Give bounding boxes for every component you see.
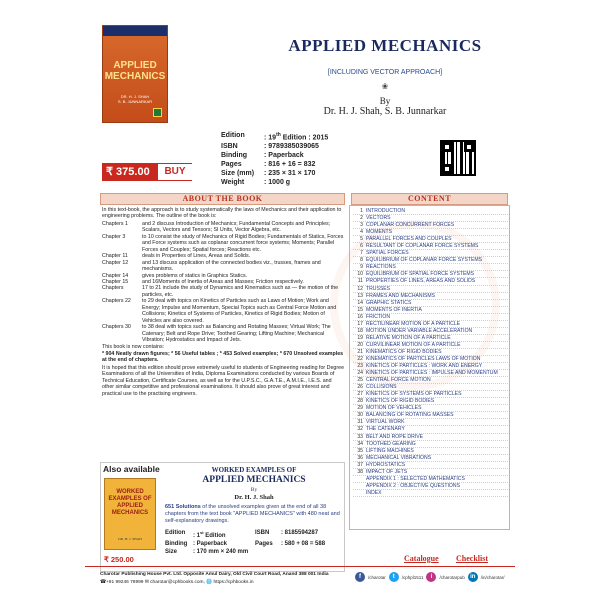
desc-text: of the unsolved examples given at the end of all 38 chapters from the text book "APPLIED MECHANICS" with 480 neat and self-explanatory drawings.	[165, 504, 340, 524]
content-item[interactable]	[353, 229, 508, 236]
content-title: RECTILINEAR MOTION OF A PARTICLE	[366, 320, 461, 327]
chapter-description: and 2 discuss Introduction of Mechanics; Fundamental Concepts and Principles; Scalars, Vectors and Tensors; SI Units, Vector Algebra, etc.	[142, 220, 331, 234]
content-item[interactable]	[353, 278, 508, 285]
content-number: 2	[360, 215, 363, 222]
edition-rest: Edition : 2015	[280, 134, 329, 142]
content-item[interactable]	[353, 208, 508, 215]
about-heading: ABOUT THE BOOK	[100, 193, 345, 205]
worked-examples-author: Dr. H. J. Shah	[234, 494, 274, 501]
content-title: IMPACT OF JETS	[366, 468, 408, 475]
content-item[interactable]	[353, 448, 508, 455]
content-item[interactable]	[353, 328, 508, 335]
cover2-title: WORKED EXAMPLES OF APPLIED MECHANICS	[108, 489, 152, 516]
content-item[interactable]	[353, 250, 508, 257]
content-item[interactable]	[353, 363, 508, 370]
content-title: MOTION OF VEHICLES	[366, 405, 422, 412]
spec-value: : 1000 g	[264, 179, 291, 187]
book-title: APPLIED MECHANICS	[288, 36, 482, 55]
book-authors: Dr. H. J. Shah, S. B. Junnarkar	[323, 106, 447, 117]
price-label: ₹ 375.00	[106, 166, 150, 178]
content-title: BELT AND ROPE DRIVE	[366, 433, 423, 440]
chapter-row	[102, 221, 345, 234]
edition-suffix: th	[276, 132, 281, 138]
spec-value: : 235 × 31 × 170	[264, 170, 316, 178]
content-number: 7	[360, 250, 363, 257]
contains-line: This book is now contains:	[102, 343, 165, 350]
also-available-label: Also available	[103, 464, 160, 474]
content-number: 15	[357, 306, 363, 313]
content-number: 26	[357, 384, 363, 391]
spec-value: : Paperback	[193, 541, 228, 547]
spec-label: Edition	[165, 530, 186, 536]
footer-divider	[85, 566, 515, 567]
content-number: 25	[357, 377, 363, 384]
cover-title	[103, 60, 167, 82]
spec-label: Pages	[221, 161, 242, 169]
chapter-number: Chapter 14	[102, 272, 129, 279]
content-number: 8	[360, 257, 363, 264]
content-item[interactable]	[353, 398, 508, 405]
content-title: EQUILIBRIUM OF COPLANAR FORCE SYSTEMS	[366, 257, 483, 264]
chapter-number: Chapter 12	[102, 259, 129, 266]
content-item[interactable]	[353, 419, 508, 426]
content-number: 35	[357, 447, 363, 454]
social-handle[interactable]: /charotarpub	[439, 574, 465, 580]
social-handle[interactable]: /cphpl1511	[401, 574, 424, 580]
content-title: TRUSSES	[366, 285, 391, 292]
content-heading: CONTENT	[351, 193, 508, 205]
spec-value: : 9789385039065	[264, 143, 319, 151]
content-number: 30	[357, 412, 363, 419]
chapter-number: Chapters 1	[102, 220, 128, 227]
content-number: 1	[360, 208, 363, 214]
chapter-row	[102, 324, 345, 343]
chapter-row	[102, 285, 345, 298]
about-text	[102, 207, 345, 398]
content-title: KINETICS OF SYSTEMS OF PARTICLES	[366, 391, 462, 398]
buy-button[interactable]: BUY	[158, 164, 192, 180]
cover-title-line1: APPLIED	[113, 60, 157, 71]
content-number: 19	[357, 334, 363, 341]
worked-examples-price: ₹ 250.00	[104, 555, 134, 564]
content-title: FRICTION	[366, 313, 391, 320]
content-item[interactable]	[353, 483, 508, 490]
content-list	[353, 208, 508, 497]
content-item[interactable]	[353, 441, 508, 448]
chapter-description: to 29 deal with topics on Kinetics of Particles such as Laws of Motion; Work and Energy; Impulse and Momentum, Special Topics such as Central Force Motion and Collisions; Kinetics of Systems of Particles, Kinetics of Rigid Bodies; Motion of Vehicles are also covered.	[142, 298, 337, 324]
content-title: MOMENTS OF INERTIA	[366, 306, 422, 313]
spec-weight	[221, 178, 328, 187]
spec-label: Pages	[255, 541, 273, 547]
content-title: KINEMATICS OF RIGID BODIES	[366, 348, 442, 355]
spec-value: : 8185594287	[281, 530, 319, 536]
content-title: VIRTUAL WORK	[366, 419, 405, 426]
chapter-number: Chapter 11	[102, 253, 128, 260]
spec-value	[193, 529, 255, 540]
we-spec-row	[165, 540, 343, 548]
content-number: 18	[357, 327, 363, 334]
content-title: REACTIONS	[366, 264, 396, 271]
content-title: KINETICS OF RIGID BODIES	[366, 398, 435, 405]
chapter-number: Chapters 30	[102, 324, 131, 331]
content-item[interactable]	[353, 215, 508, 222]
content-title: SPATIAL FORCES	[366, 250, 409, 257]
content-title: VECTORS	[366, 215, 391, 222]
content-number: 24	[357, 370, 363, 377]
spec-value: : 816 + 16 = 832	[264, 161, 316, 169]
catalogue-link[interactable]: Catalogue	[404, 554, 439, 563]
spec-label: Edition	[221, 132, 245, 139]
content-title: BALANCING OF ROTATING MASSES	[366, 412, 454, 419]
worked-examples-description	[165, 504, 343, 525]
content-title: RESULTANT OF COPLANAR FORCE SYSTEMS	[366, 243, 479, 250]
content-number: 21	[357, 348, 363, 355]
we-spec-row	[165, 529, 343, 540]
content-title: KINEMATICS OF PARTICLES LAWS OF MOTION	[366, 355, 481, 362]
content-number: 31	[357, 419, 363, 426]
content-item[interactable]	[353, 377, 508, 384]
content-number: 17	[357, 320, 363, 327]
worked-examples-cover-image[interactable]	[104, 478, 156, 550]
chapter-description: gives problems of statics in Graphics Statics.	[142, 272, 248, 279]
ornament-icon: ❀	[381, 82, 389, 91]
content-item[interactable]	[353, 462, 508, 469]
content-number: 10	[357, 271, 363, 278]
content-title: INDEX	[366, 489, 382, 496]
publisher-contact[interactable]: ☎+91 99246 78999 ✉ charotar@cphbooks.com, 🌐 https://cphbooks.in	[100, 580, 254, 585]
qr-corner	[464, 142, 474, 152]
content-item[interactable]	[353, 257, 508, 264]
content-number: 36	[357, 454, 363, 461]
spec-value: : 580 + 08 = 588	[281, 541, 326, 547]
content-item[interactable]	[353, 391, 508, 398]
content-item[interactable]	[353, 286, 508, 293]
spec-label: Size (mm)	[221, 170, 255, 178]
spec-label: Size	[165, 549, 178, 555]
content-number: 27	[357, 391, 363, 398]
content-title: INTRODUCTION	[366, 208, 406, 214]
content-title: KINETICS OF PARTICLES : WORK AND ENERGY	[366, 363, 483, 370]
content-item[interactable]	[353, 476, 508, 483]
spec-value: : 170 mm × 240 mm	[193, 549, 249, 555]
social-handle[interactable]: /in/charotar/	[480, 574, 505, 580]
social-handle[interactable]: /charotar	[368, 574, 386, 580]
content-item[interactable]	[353, 490, 508, 497]
edition-number: : 1	[193, 533, 201, 539]
content-item[interactable]	[353, 405, 508, 412]
spec-binding	[221, 151, 328, 160]
content-title: MOTION UNDER VARIABLE ACCELERATION	[366, 327, 473, 334]
content-number: 13	[357, 292, 363, 299]
book-cover-image[interactable]	[102, 25, 168, 123]
chapter-description: to 38 deal with topics such as Balancing and Rotating Masses; Virtual Work; The Catenary; Belt and Rope Drive; Toothed Gearing; Lifting Machine; Mechanical Vibration; Hydrostatics and Impact of Jets.	[142, 324, 331, 344]
content-number: 37	[357, 461, 363, 468]
checklist-link[interactable]: Checklist	[456, 554, 488, 563]
about-closing: It is hoped that this edition should prove extremely useful to students of Engineering reading for Degree Examinations of all the Universities of India, Diploma Examinations conducted by various Boards of Technical Education, Certificate Courses, as well as for the U.P.S.C., G.A.T.E., A.M.I.E., I.E.S. and other similar competitive and professional examinations. It should also prove of great interest and practical use to the practising engineers.	[102, 364, 345, 397]
content-item[interactable]	[353, 356, 508, 363]
spec-isbn	[221, 142, 328, 151]
content-number: 20	[357, 341, 363, 348]
chapter-number: Chapters	[102, 285, 124, 292]
chapter-description: 17 to 21 include the study of Dynamics and Kinematics such as — the motion of the particles, etc.	[142, 285, 339, 298]
content-title: THE CATENARY	[366, 426, 405, 433]
content-title: PROPERTIES OF LINES, AREAS AND SOLIDS	[366, 278, 476, 285]
spec-pages	[221, 160, 328, 169]
content-title: PARALLEL FORCES AND COUPLES	[366, 236, 452, 243]
cover2-author: DR. H. J. SHAH	[118, 537, 142, 541]
content-item[interactable]	[353, 293, 508, 300]
spec-label: Binding	[165, 541, 188, 547]
spec-label: ISBN	[255, 530, 270, 536]
content-number: 33	[357, 433, 363, 440]
cover-author-2: S. B. JUNNARKAR	[117, 99, 153, 104]
social-icon[interactable]: t	[389, 572, 399, 582]
content-title: APPENDIX 2 : OBJECTIVE QUESTIONS	[366, 482, 460, 489]
content-item[interactable]	[353, 335, 508, 342]
about-intro: In this text-book, the approach is to study systematically the laws of Mechanics and their application to engineering problems. The outline of the book is:	[102, 207, 342, 220]
content-item[interactable]	[353, 370, 508, 377]
content-item[interactable]	[353, 384, 508, 391]
content-item[interactable]	[353, 426, 508, 433]
content-title: CENTRAL FORCE MOTION	[366, 377, 431, 384]
content-number: 34	[357, 440, 363, 447]
worked-examples-heading: WORKED EXAMPLES OF	[211, 466, 297, 474]
spec-size	[221, 169, 328, 178]
spec-label: ISBN	[221, 143, 238, 151]
content-item[interactable]	[353, 307, 508, 314]
chapter-row	[102, 234, 345, 253]
content-item[interactable]	[353, 236, 508, 243]
publisher-logo-icon	[153, 108, 162, 117]
content-item[interactable]	[353, 434, 508, 441]
chapter-description: to 10 consist the study of Mechanics of Rigid Bodies; Fundamentals of Statics, Forces and Force systems such as coplanar concurrent force systems; Moments; Parallel Forces and Couples; Spatial forces; Reactions etc.	[142, 233, 344, 253]
content-item[interactable]	[353, 271, 508, 278]
content-number: 28	[357, 398, 363, 405]
chapter-number: Chapter 3	[102, 233, 126, 240]
book-subtitle: [INCLUDING VECTOR APPROACH]	[327, 69, 443, 76]
content-number: 38	[357, 468, 363, 475]
content-title: APPENDIX 1 : SELECTED MATHEMATICS	[366, 475, 465, 482]
chapter-list	[102, 221, 345, 344]
content-title: COPLANAR CONCURRENT FORCES	[366, 222, 455, 229]
chapter-number: Chapter 15	[102, 278, 129, 285]
edition-rest: Edition	[203, 533, 226, 539]
content-number: 3	[360, 222, 363, 229]
cover-authors	[103, 94, 167, 104]
content-number: 4	[360, 229, 363, 236]
content-item[interactable]	[353, 222, 508, 229]
content-title: HYDROSTATICS	[366, 461, 406, 468]
content-title: MOMENTS	[366, 229, 393, 236]
cover-top-strip	[103, 26, 167, 36]
cover-author-1: DR. H. J. SHAH	[120, 94, 150, 99]
content-number: 9	[360, 264, 363, 271]
edition-suffix: st	[200, 530, 204, 535]
spec-label: Binding	[221, 152, 248, 160]
content-number: 6	[360, 243, 363, 250]
content-title: COLLISIONS	[366, 384, 397, 391]
content-number: 12	[357, 285, 363, 292]
desc-highlight: 651 Solutions	[165, 504, 201, 510]
chapter-description: deals in Properties of Lines, Areas and Solids.	[142, 253, 251, 260]
content-title: GRAPHIC STATICS	[366, 299, 412, 306]
we-spec-row	[165, 548, 343, 556]
content-title: EQUILIBRIUM OF SPATIAL FORCE SYSTEMS	[366, 271, 475, 278]
content-number: 14	[357, 299, 363, 306]
content-number: 22	[357, 355, 363, 362]
social-links	[355, 572, 505, 582]
qr-code-icon[interactable]	[440, 140, 476, 176]
chapter-description: and 16Moments of Inertia of Areas and Masses; Friction respectively.	[142, 278, 304, 285]
content-number: 11	[357, 278, 363, 285]
content-number: 16	[357, 313, 363, 320]
worked-examples-specs	[165, 529, 343, 556]
content-number: 32	[357, 426, 363, 433]
content-item[interactable]	[353, 455, 508, 462]
publisher-address: Charotar Publishing House Pvt. Ltd. Opposite Amul Dairy, Old Civil Court Road, Anand 388 001 India	[100, 572, 329, 577]
content-item[interactable]	[353, 469, 508, 476]
content-item[interactable]	[353, 243, 508, 250]
content-title: KINETICS OF PARTICLES : IMPULSE AND MOMENTUM	[366, 370, 498, 377]
chapter-description: and 13 discuss application of the connected bodies viz., trusses, frames and mechanisms.	[142, 259, 321, 273]
qr-corner	[442, 164, 452, 174]
content-title: RELATIVE MOTION OF A PARTICLE	[366, 334, 451, 341]
chapter-row	[102, 260, 345, 273]
social-icon[interactable]: in	[468, 572, 478, 582]
spec-value: : Paperback	[264, 152, 304, 160]
content-item[interactable]	[353, 300, 508, 307]
book-stats: * 904 Neatly drawn figures; * 56 Useful tables ; * 453 Solved examples; * 670 Unsolved examples at the end of chapters.	[102, 350, 344, 364]
chapter-number: Chapters 22	[102, 298, 131, 305]
content-item[interactable]	[353, 264, 508, 271]
content-number: 29	[357, 405, 363, 412]
content-title: CURVILINEAR MOTION OF A PARTICLE	[366, 341, 461, 348]
content-number: 23	[357, 363, 363, 370]
chapter-row	[102, 298, 345, 324]
book-specs	[221, 131, 328, 187]
qr-corner	[442, 142, 452, 152]
content-title: LIFTING MACHINES	[366, 447, 414, 454]
cover-title-line2: MECHANICS	[104, 71, 166, 82]
worked-examples-title: APPLIED MECHANICS	[202, 475, 306, 485]
content-number: 5	[360, 236, 363, 243]
content-item[interactable]	[353, 321, 508, 328]
spec-label: Weight	[221, 179, 245, 187]
content-item[interactable]	[353, 314, 508, 321]
by-label: By	[379, 96, 391, 106]
content-title: MECHANICAL VIBRATIONS	[366, 454, 432, 461]
edition-number: : 19	[264, 134, 277, 142]
content-item[interactable]	[353, 349, 508, 356]
content-item[interactable]	[353, 412, 508, 419]
social-icon[interactable]: f	[355, 572, 365, 582]
content-title: TOOTHED GEARING	[366, 440, 416, 447]
spec-edition	[221, 131, 328, 142]
worked-examples-by: By	[250, 487, 258, 493]
price-buy-box	[102, 163, 192, 181]
spec-value	[264, 131, 328, 142]
social-icon[interactable]: i	[426, 572, 436, 582]
content-title: FRAMES AND MECHANISMS	[366, 292, 436, 299]
content-item[interactable]	[353, 342, 508, 349]
